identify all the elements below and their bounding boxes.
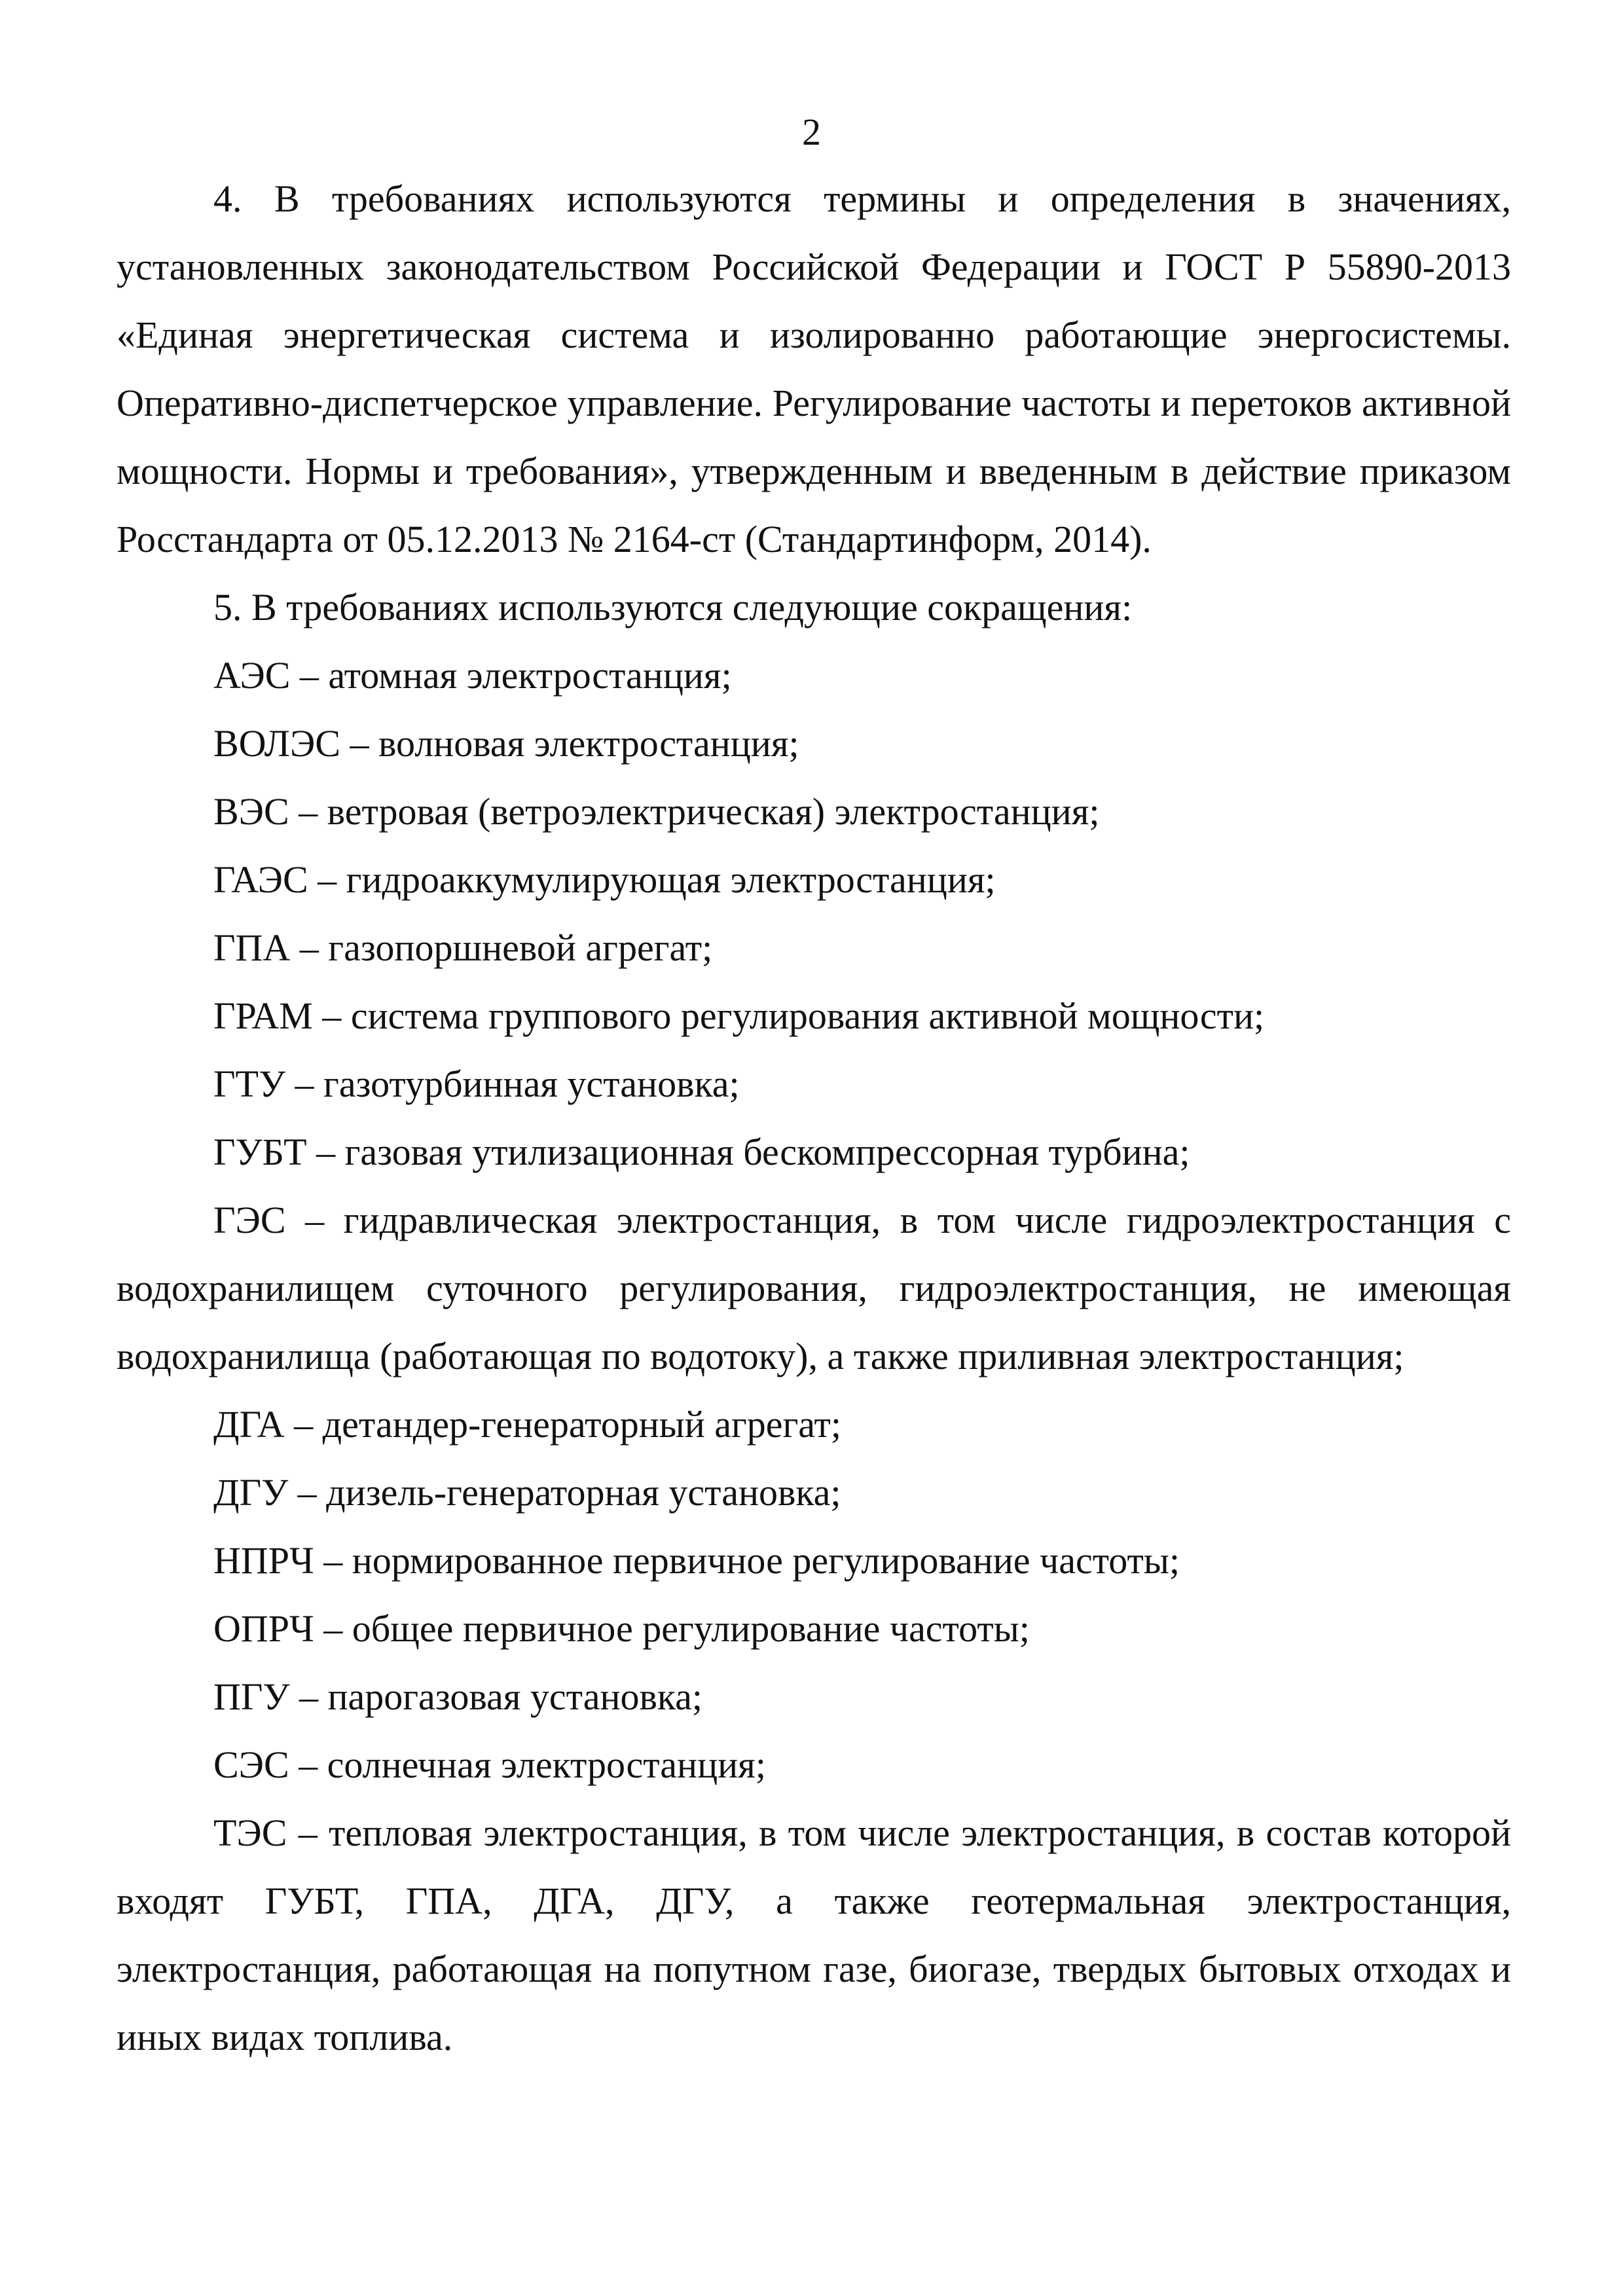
abbreviation-gubt: ГУБТ – газовая утилизационная бескомпрессорная турбина; — [213, 1131, 1190, 1173]
abbreviation-gaes: ГАЭС – гидроаккумулирующая электростанция; — [213, 858, 996, 901]
abbreviation-list — [117, 642, 1511, 2071]
abbreviation-ges: ГЭС – гидравлическая электростанция, в том числе гидроэлектростанция с водохранилищем суточного регулирования, гидроэлектростанция, не имеющая водохранилища (работающая по водотоку), а также приливная электростанция; — [117, 1199, 1511, 1377]
abbreviation-ves: ВЭС – ветровая (ветроэлектрическая) электростанция; — [213, 790, 1100, 833]
abbreviation-pgu: ПГУ – парогазовая установка; — [213, 1675, 703, 1718]
paragraph-5: 5. В требованиях используются следующие сокращения: — [213, 586, 1133, 629]
abbreviation-dga: ДГА – детандер-генераторный агрегат; — [213, 1403, 842, 1446]
abbreviation-gtu: ГТУ – газотурбинная установка; — [213, 1063, 740, 1105]
abbreviation-gpa: ГПА – газопоршневой агрегат; — [213, 926, 713, 969]
abbreviation-voles: ВОЛЭС – волновая электростанция; — [213, 722, 799, 765]
abbreviation-aes: АЭС – атомная электростанция; — [213, 654, 732, 697]
paragraph-4: 4. В требованиях используются термины и определения в значениях, установленных законодательством Российской Федерации и ГОСТ Р 55890-2013 «Единая энергетическая система и изолированно работающие энергосистемы. Оперативно-диспетчерское управление. Регулирование частоты и перетоков активной мощности. Нормы и требования», утвержденным и введенным в действие приказом Росстандарта от 05.12.2013 № 2164-ст (Стандартинформ, 2014). — [117, 177, 1511, 560]
abbreviation-dgu: ДГУ – дизель-генераторная установка; — [213, 1471, 841, 1514]
abbreviation-oprch: ОПРЧ – общее первичное регулирование частоты; — [213, 1607, 1030, 1650]
abbreviation-nprch: НПРЧ – нормированное первичное регулирование частоты; — [213, 1539, 1180, 1582]
abbreviation-gram: ГРАМ – система группового регулирования активной мощности; — [213, 994, 1265, 1037]
abbreviation-tes: ТЭС – тепловая электростанция, в том числе электростанция, в состав которой входят ГУБТ, ГПА, ДГА, ДГУ, а также геотермальная электростанция, электростанция, работающая на попутном газе, биогазе, твердых бытовых отходах и иных видах топлива. — [117, 1812, 1511, 2058]
abbreviation-ses: СЭС – солнечная электростанция; — [213, 1743, 766, 1786]
page-number: 2 — [802, 111, 821, 153]
document-body — [117, 165, 1511, 2071]
